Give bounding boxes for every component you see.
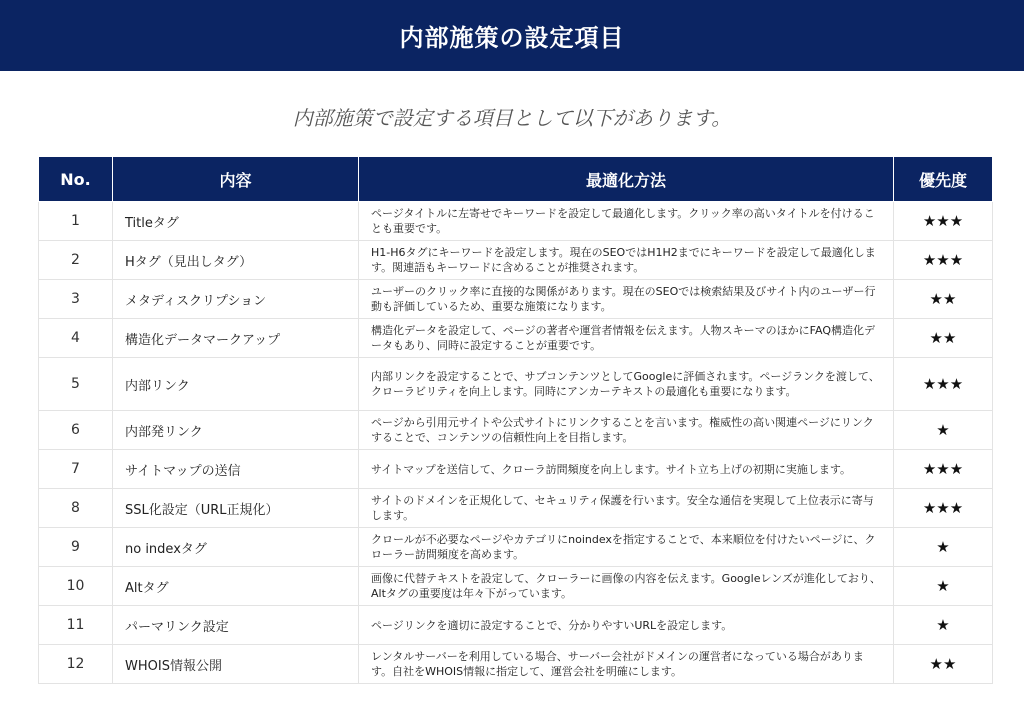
table-row bbox=[39, 411, 993, 450]
row-item: no indexタグ bbox=[113, 528, 359, 567]
table-row bbox=[39, 645, 993, 684]
row-priority: ★★ bbox=[894, 645, 993, 684]
row-item: Altタグ bbox=[113, 567, 359, 606]
row-number: 1 bbox=[39, 202, 113, 241]
row-item: Hタグ（見出しタグ） bbox=[113, 241, 359, 280]
row-priority: ★★★ bbox=[894, 202, 993, 241]
table-row bbox=[39, 606, 993, 645]
row-priority: ★ bbox=[894, 567, 993, 606]
row-number: 2 bbox=[39, 241, 113, 280]
row-number: 3 bbox=[39, 280, 113, 319]
row-number: 11 bbox=[39, 606, 113, 645]
row-priority: ★★★ bbox=[894, 489, 993, 528]
table-row bbox=[39, 319, 993, 358]
header-item: 内容 bbox=[113, 157, 359, 202]
row-item: サイトマップの送信 bbox=[113, 450, 359, 489]
row-priority: ★ bbox=[894, 528, 993, 567]
table-row bbox=[39, 280, 993, 319]
row-method: ページリンクを適切に設定することで、分かりやすいURLを設定します。 bbox=[359, 606, 894, 645]
table-row bbox=[39, 567, 993, 606]
row-priority: ★ bbox=[894, 411, 993, 450]
row-item: 構造化データマークアップ bbox=[113, 319, 359, 358]
table-row bbox=[39, 489, 993, 528]
row-number: 10 bbox=[39, 567, 113, 606]
page-title: 内部施策の設定項目 bbox=[399, 24, 625, 52]
row-method: 構造化データを設定して、ページの著者や運営者情報を伝えます。人物スキーマのほかにFAQ構造化データもあり、同時に設定することが重要です。 bbox=[359, 319, 894, 358]
row-priority: ★★ bbox=[894, 280, 993, 319]
row-item: パーマリンク設定 bbox=[113, 606, 359, 645]
header-priority: 優先度 bbox=[894, 157, 993, 202]
row-method: 画像に代替テキストを設定して、クローラーに画像の内容を伝えます。Googleレンズが進化しており、Altタグの重要度は年々下がっています。 bbox=[359, 567, 894, 606]
settings-table bbox=[38, 156, 993, 684]
table-row bbox=[39, 202, 993, 241]
row-priority: ★★★ bbox=[894, 358, 993, 411]
row-priority: ★★★ bbox=[894, 241, 993, 280]
row-method: サイトのドメインを正規化して、セキュリティ保護を行います。安全な通信を実現して上位表示に寄与します。 bbox=[359, 489, 894, 528]
row-number: 6 bbox=[39, 411, 113, 450]
row-number: 5 bbox=[39, 358, 113, 411]
row-method: H1-H6タグにキーワードを設定します。現在のSEOではH1H2までにキーワードを設定して最適化します。関連語もキーワードに含めることが推奨されます。 bbox=[359, 241, 894, 280]
table-row bbox=[39, 358, 993, 411]
page-subtitle: 内部施策で設定する項目として以下があります。 bbox=[292, 106, 732, 130]
row-method: ユーザーのクリック率に直接的な関係があります。現在のSEOでは検索結果及びサイト内のユーザー行動も評価しているため、重要な施策になります。 bbox=[359, 280, 894, 319]
table-row bbox=[39, 528, 993, 567]
row-method: ページから引用元サイトや公式サイトにリンクすることを言います。権威性の高い関連ページにリンクすることで、コンテンツの信頼性向上を目指します。 bbox=[359, 411, 894, 450]
row-number: 9 bbox=[39, 528, 113, 567]
row-number: 12 bbox=[39, 645, 113, 684]
row-item: SSL化設定（URL正規化） bbox=[113, 489, 359, 528]
row-item: WHOIS情報公開 bbox=[113, 645, 359, 684]
row-priority: ★★ bbox=[894, 319, 993, 358]
row-item: 内部発リンク bbox=[113, 411, 359, 450]
header-method: 最適化方法 bbox=[359, 157, 894, 202]
row-item: Titleタグ bbox=[113, 202, 359, 241]
table-row bbox=[39, 450, 993, 489]
table-row bbox=[39, 241, 993, 280]
row-number: 4 bbox=[39, 319, 113, 358]
row-method: サイトマップを送信して、クローラ訪問頻度を向上します。サイト立ち上げの初期に実施します。 bbox=[359, 450, 894, 489]
row-number: 8 bbox=[39, 489, 113, 528]
header-no: No. bbox=[39, 157, 113, 202]
row-method: ページタイトルに左寄せでキーワードを設定して最適化します。クリック率の高いタイトルを付けることも重要です。 bbox=[359, 202, 894, 241]
row-item: メタディスクリプション bbox=[113, 280, 359, 319]
title-banner bbox=[0, 0, 1024, 71]
row-item: 内部リンク bbox=[113, 358, 359, 411]
row-method: 内部リンクを設定することで、サブコンテンツとしてGoogleに評価されます。ページランクを渡して、クローラビリティを向上します。同時にアンカーテキストの最適化も重要になります。 bbox=[359, 358, 894, 411]
row-method: クロールが不必要なページやカテゴリにnoindexを指定することで、本来順位を付けたいページに、クローラー訪問頻度を高めます。 bbox=[359, 528, 894, 567]
row-number: 7 bbox=[39, 450, 113, 489]
table-header-row bbox=[39, 157, 993, 202]
row-priority: ★ bbox=[894, 606, 993, 645]
settings-table-container bbox=[38, 156, 992, 684]
row-method: レンタルサーバーを利用している場合、サーバー会社がドメインの運営者になっている場合があります。自社をWHOIS情報に指定して、運営会社を明確にします。 bbox=[359, 645, 894, 684]
row-priority: ★★★ bbox=[894, 450, 993, 489]
